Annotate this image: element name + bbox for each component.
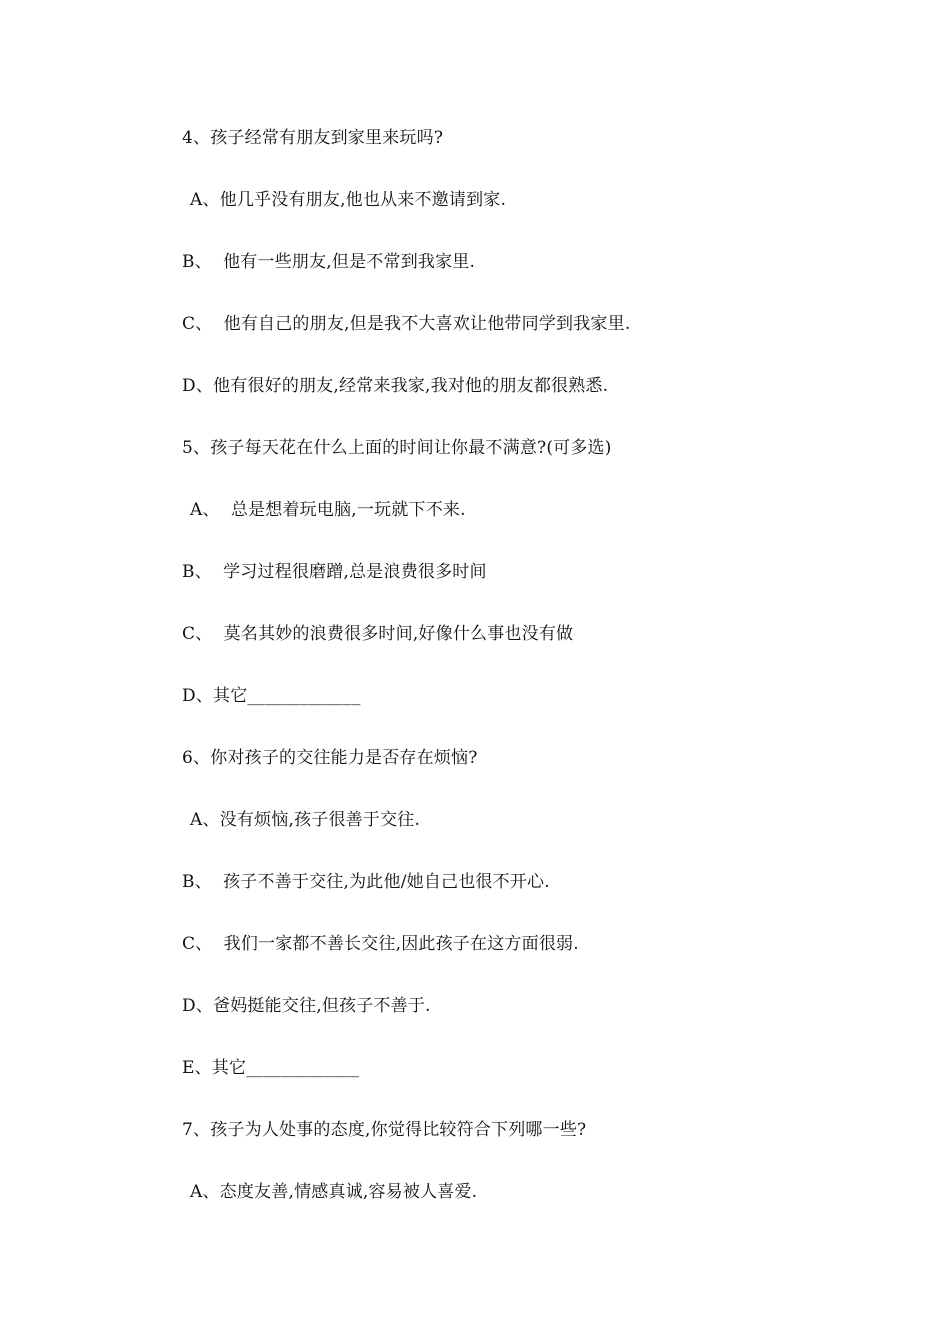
question-5-option-d: D、其它_____________: [182, 686, 361, 706]
question-5-option-a: A、 总是想着玩电脑,一玩就下不来.: [190, 500, 466, 520]
question-4-option-d: D、他有很好的朋友,经常来我家,我对他的朋友都很熟悉.: [182, 376, 609, 396]
question-7-option-a: A、态度友善,情感真诚,容易被人喜爱.: [190, 1182, 478, 1202]
question-5-option-c: C、 莫名其妙的浪费很多时间,好像什么事也没有做: [182, 624, 574, 644]
question-4-option-b: B、 他有一些朋友,但是不常到我家里.: [182, 252, 476, 272]
question-5-prompt: 5、孩子每天花在什么上面的时间让你最不满意?(可多选): [182, 438, 612, 458]
question-4-option-a: A、他几乎没有朋友,他也从来不邀请到家.: [190, 190, 507, 210]
question-6-option-b: B、 孩子不善于交往,为此他/她自己也很不开心.: [182, 872, 550, 892]
question-5-option-b: B、 学习过程很磨蹭,总是浪费很多时间: [182, 562, 487, 582]
question-6-option-d: D、爸妈挺能交往,但孩子不善于.: [182, 996, 431, 1016]
question-6-option-c: C、 我们一家都不善长交往,因此孩子在这方面很弱.: [182, 934, 579, 954]
question-6-prompt: 6、你对孩子的交往能力是否存在烦恼?: [182, 748, 478, 768]
question-4-prompt: 4、孩子经常有朋友到家里来玩吗?: [182, 128, 444, 148]
question-6-option-a: A、没有烦恼,孩子很善于交往.: [190, 810, 421, 830]
question-6-option-e: E、其它_____________: [182, 1058, 360, 1078]
question-4-option-c: C、 他有自己的朋友,但是我不大喜欢让他带同学到我家里.: [182, 314, 631, 334]
question-7-prompt: 7、孩子为人处事的态度,你觉得比较符合下列哪一些?: [182, 1120, 587, 1140]
